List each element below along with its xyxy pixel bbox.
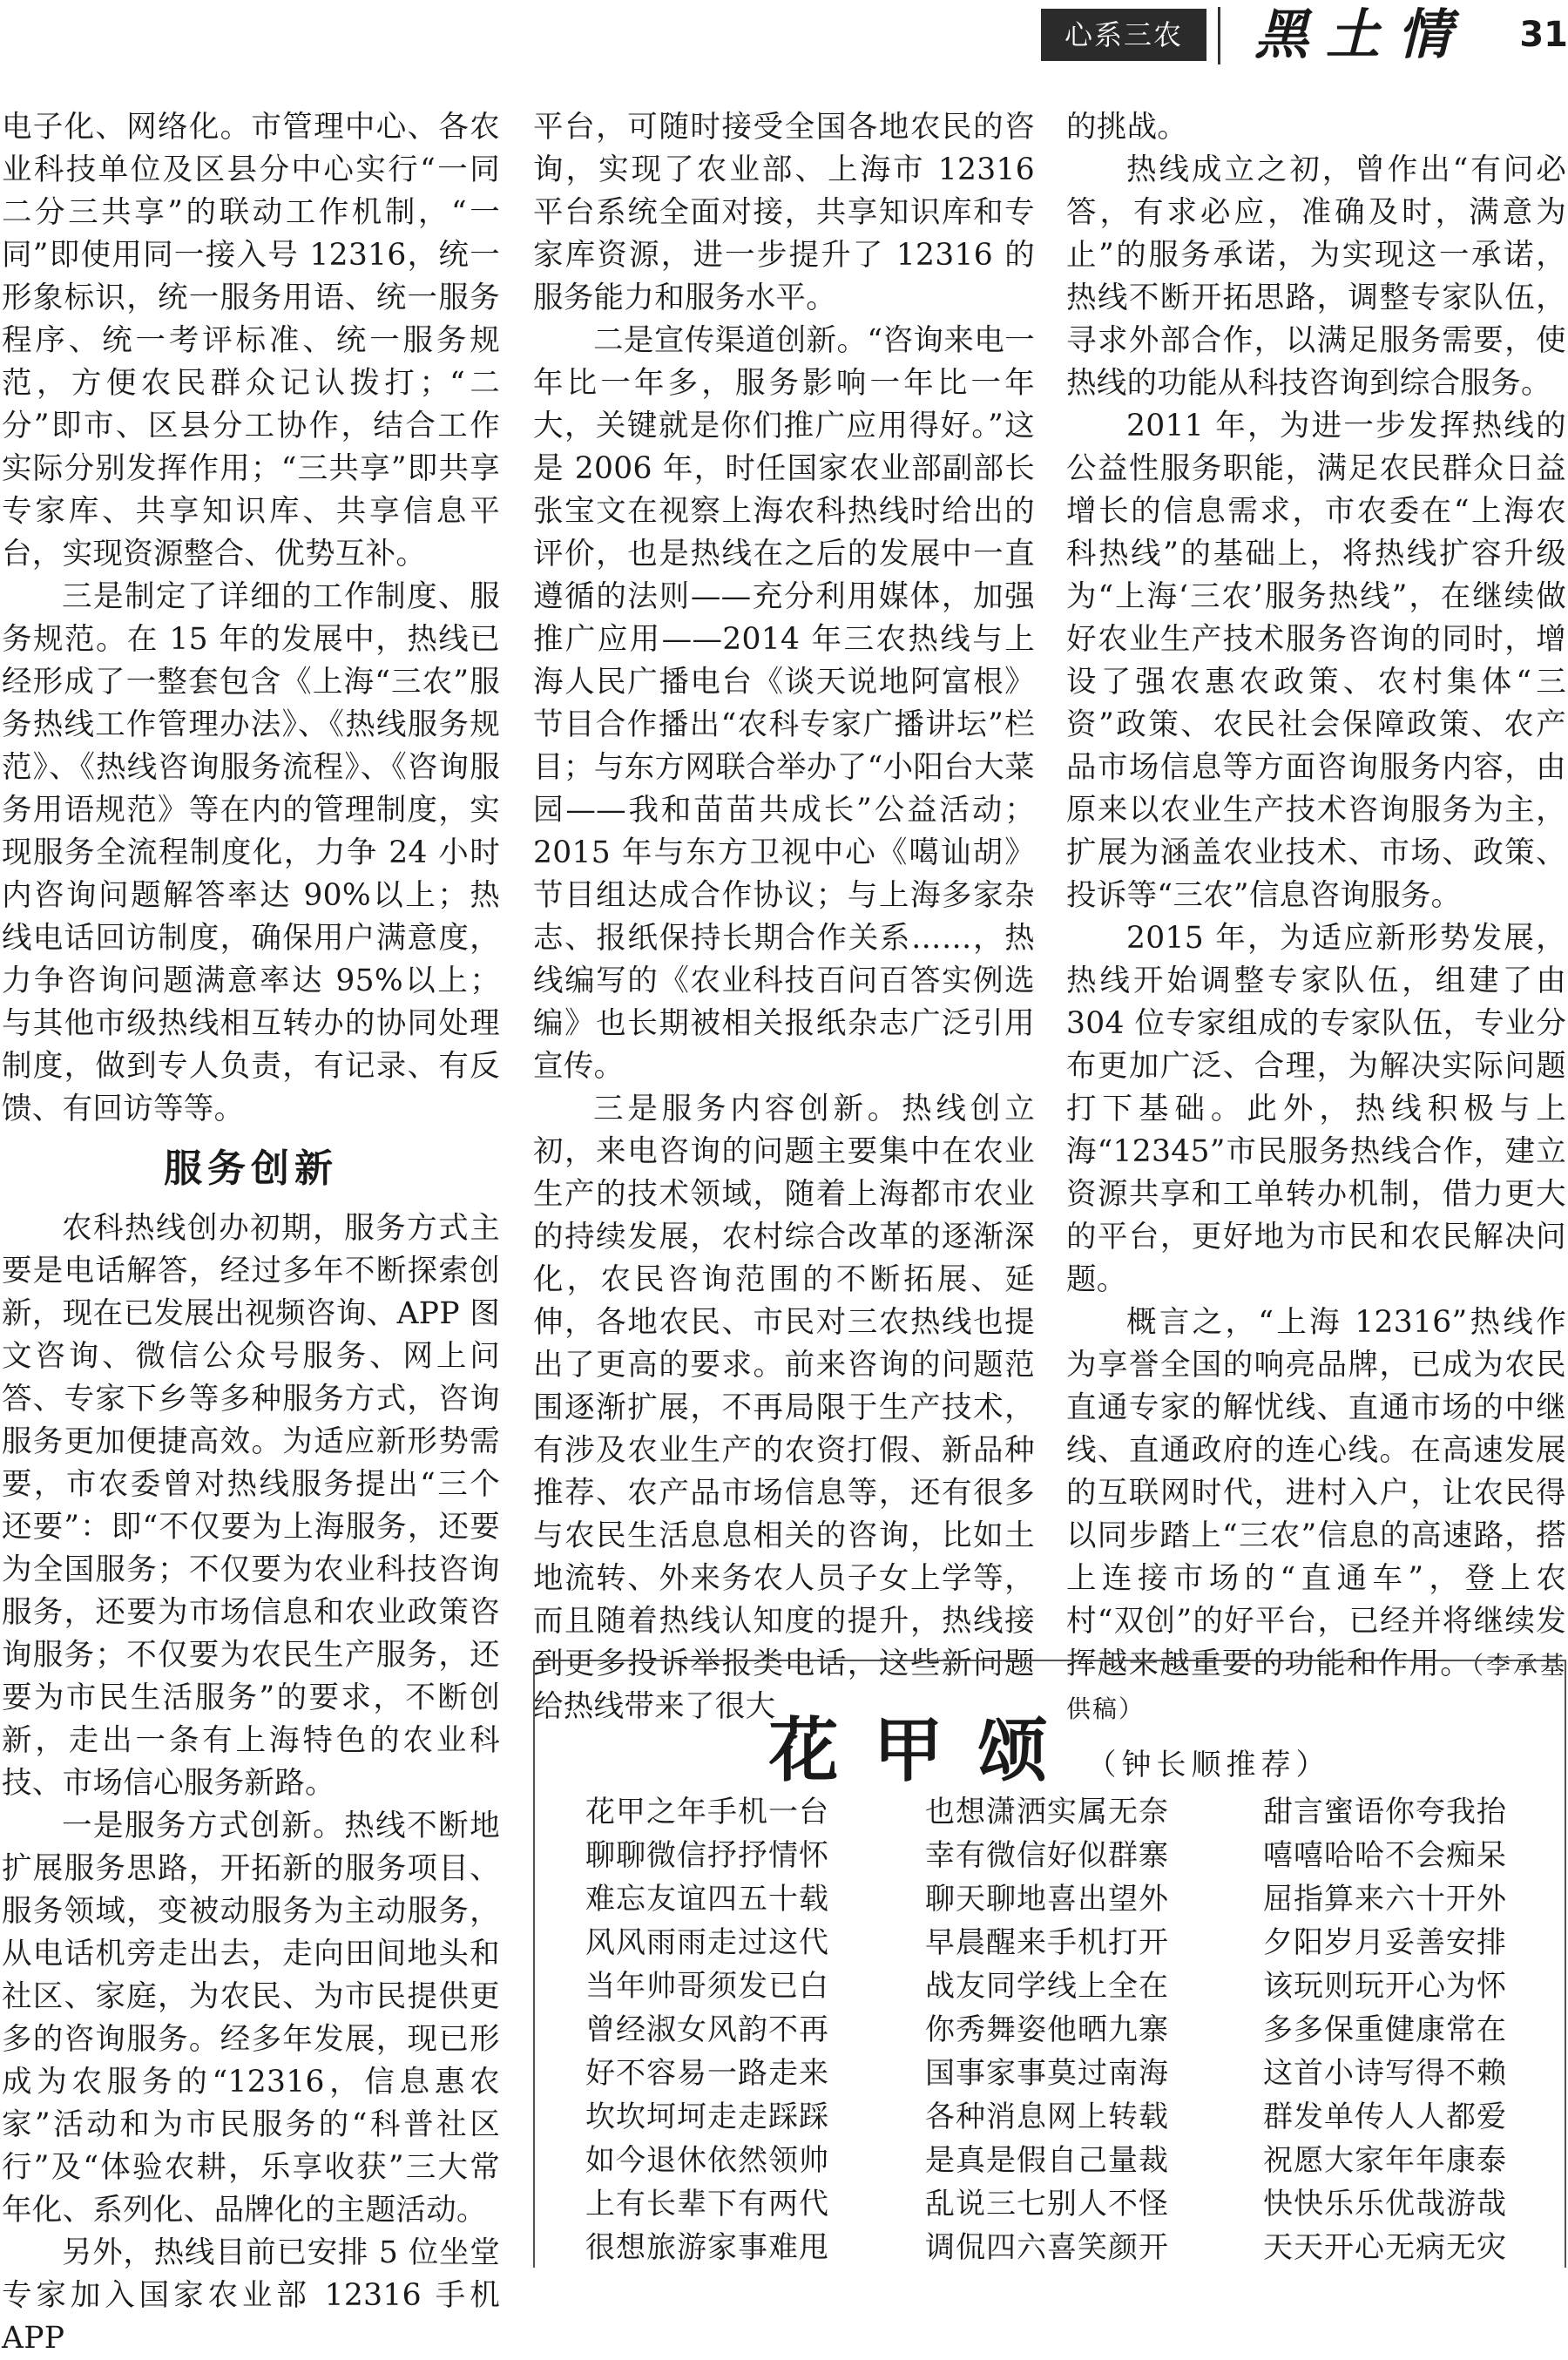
article-closing-text: 概言之，“上海 12316”热线作为享誉全国的响亮品牌，已成为农民直通专家的解忧线、直通市场的中继线、直通政府的连心线。在高速发展的互联网时代，进村入户，让农民得以同步踏上“三农”信息的高速路，搭上连接市场的“直通车”，登上农村“双创”的好平台，已经并将继续发挥越来越重要的功能和作用。 [1066, 1305, 1566, 1681]
poem-title-row [535, 1694, 1565, 1795]
poem-line: 群发单传人人都爱 [1263, 2100, 1507, 2134]
section-tag: 心系三农 [1041, 9, 1206, 61]
poem-box [533, 1660, 1566, 2268]
section-heading: 服务创新 [164, 1146, 338, 1191]
poem-line: 这首小诗写得不赖 [1263, 2056, 1507, 2091]
poem-line: 该玩则玩开心为怀 [1263, 1969, 1507, 2004]
poem-line: 如今退休依然领帅 [585, 2143, 829, 2178]
poem-line: 国事家事莫过南海 [925, 2056, 1169, 2091]
poem-title: 花甲颂 [768, 1709, 1083, 1791]
poem-line: 好不容易一路走来 [585, 2056, 829, 2091]
article-paragraph: 另外，热线目前已安排 5 位坐堂专家加入国家农业部 12316 手机 APP [2, 2235, 500, 2356]
poem-line: 快快乐乐优哉游哉 [1263, 2187, 1507, 2221]
poem-column-2 [925, 1790, 1186, 2269]
poem-line: 各种消息网上转载 [925, 2100, 1169, 2134]
poem-line: 屈指算来六十开外 [1263, 1882, 1507, 1917]
page-header [0, 0, 1568, 91]
poem-line: 调侃四六喜笑颜开 [925, 2230, 1169, 2265]
poem-line: 当年帅哥须发已白 [585, 1969, 829, 2004]
poem-line: 难忘友谊四五十载 [585, 1882, 829, 1917]
article-paragraph: 一是服务方式创新。热线不断地扩展服务思路，开拓新的服务项目、服务领域，变被动服务为主动服务，从电话机旁走出去，走向田间地头和社区、家庭，为农民、为市民提供更多的咨询服务。经多年发展，现已形成为农服务的“12316，信息惠农家”活动和为市民服务的“科普社区行”及“体验农耕，乐享收获”三大常年化、系列化、品牌化的主题活动。 [2, 1809, 500, 2228]
poem-line: 多多保重健康常在 [1263, 2012, 1507, 2047]
article-column-2 [533, 106, 1035, 1728]
article-column-1 [2, 106, 500, 2360]
poem-line: 是真是假自己量裁 [925, 2143, 1169, 2178]
poem-line: 战友同学线上全在 [925, 1969, 1169, 2004]
poem-line: 天天开心无病无灾 [1263, 2230, 1507, 2265]
poem-recommender: （钟长顺推荐） [1086, 1748, 1331, 1782]
poem-line: 聊聊微信抒抒情怀 [585, 1838, 829, 1873]
article-credit: （李承基供稿） [1066, 1651, 1566, 1723]
article-paragraph: 平台，可随时接受全国各地农民的咨询，实现了农业部、上海市 12316 平台系统全面对接，共享知识库和专家库资源，进一步提升了 12316 的服务能力和服务水平。 [533, 110, 1035, 315]
header-divider [1218, 7, 1220, 64]
article-paragraph: 三是制定了详细的工作制度、服务规范。在 15 年的发展中，热线已经形成了一整套包含《上海“三农”服务热线工作管理办法》、《热线服务规范》、《热线咨询服务流程》、《咨询服务用语规范》等在内的管理制度，实现服务全流程制度化，力争 24 小时内咨询问题解答率达 90%以上；热线电话回访制度，确保用户满意度，力争咨询问题满意率达 95%以上；与其他市级热线相互转办的协同处理制度，做到专人负责，有记录、有反馈、有回访等等。 [2, 579, 500, 1126]
poem-line: 也想潇洒实属无奈 [925, 1795, 1169, 1829]
article-column-3 [1066, 106, 1566, 1730]
poem-line: 夕阳岁月妥善安排 [1263, 1925, 1507, 1960]
poem-line: 很想旅游家事难甩 [585, 2230, 829, 2265]
poem-line: 上有长辈下有两代 [585, 2187, 829, 2221]
poem-line: 曾经淑女风韵不再 [585, 2012, 829, 2047]
article-paragraph: 2015 年，为适应新形势发展，热线开始调整专家队伍，组建了由 304 位专家组成的专家队伍，专业分布更加广泛、合理，为解决实际问题打下基础。此外，热线积极与上海“12345”市民服务热线合作，建立资源共享和工单转办机制，借力更大的平台，更好地为市民和农民解决问题。 [1066, 921, 1566, 1297]
article-paragraph: 热线成立之初，曾作出“有问必答，有求必应，准确及时，满意为止”的服务承诺，为实现这一承诺，热线不断开拓思路，调整专家队伍，寻求外部合作，以满足服务需要，使热线的功能从科技咨询到综合服务。 [1066, 152, 1566, 401]
page-number: 31 [1519, 15, 1568, 55]
poem-line: 祝愿大家年年康泰 [1263, 2143, 1507, 2178]
article-paragraph: 二是宣传渠道创新。“咨询来电一年比一年多，服务影响一年比一年大，关键就是你们推广应用得好。”这是 2006 年，时任国家农业部副部长张宝文在视察上海农科热线时给出的评价，也是热线在之后的发展中一直遵循的法则——充分利用媒体，加强推广应用——2014 年三农热线与上海人民广播电台《谈天说地阿富根》节目合作播出“农科专家广播讲坛”栏目；与东方网联合举办了“小阳台大菜园——我和苗苗共成长”公益活动；2015 年与东方卫视中心《噶讪胡》节目组达成合作协议；与上海多家杂志、报纸保持长期合作关系……，热线编写的《农业科技百问百答实例选编》也长期被相关报纸杂志广泛引用宣传。 [533, 323, 1035, 1084]
article-paragraph: 三是服务内容创新。热线创立初，来电咨询的问题主要集中在农业生产的技术领域，随着上海都市农业的持续发展，农村综合改革的逐渐深化，农民咨询范围的不断拓展、延伸，各地农民、市民对三农热线也提出了更高的要求。前来咨询的问题范围逐渐扩展，不再局限于生产技术，有涉及农业生产的农资打假、新品种推荐、农产品市场信息等，还有很多与农民生活息息相关的咨询，比如土地流转、外来务农人员子女上学等，而且随着热线认知度的提升，热线接到更多投诉举报类电话，这些新问题给热线带来了很大 [533, 1092, 1035, 1724]
poem-line: 聊天聊地喜出望外 [925, 1882, 1169, 1917]
poem-line: 早晨醒来手机打开 [925, 1925, 1169, 1960]
poem-line: 坎坎坷坷走走踩踩 [585, 2100, 829, 2134]
poem-line: 你秀舞姿他晒九寨 [925, 2012, 1169, 2047]
article-paragraph: 2011 年，为进一步发挥热线的公益性服务职能，满足农民群众日益增长的信息需求，市农委在“上海农科热线”的基础上，将热线扩容升级为“上海‘三农’服务热线”，在继续做好农业生产技术服务咨询的同时，增设了强农惠农政策、农村集体“三资”政策、农民社会保障政策、农产品市场信息等方面咨询服务内容，由原来以农业生产技术咨询服务为主，扩展为涵盖农业技术、市场、政策、投诉等“三农”信息咨询服务。 [1066, 409, 1566, 913]
poem-column-3 [1263, 1790, 1524, 2269]
poem-line: 嘻嘻哈哈不会痴呆 [1263, 1838, 1507, 1873]
poem-line: 甜言蜜语你夸我抬 [1263, 1795, 1507, 1829]
poem-line: 风风雨雨走过这代 [585, 1925, 829, 1960]
article-paragraph: 农科热线创办初期，服务方式主要是电话解答，经过多年不断探索创新，现在已发展出视频咨询、APP 图文咨询、微信公众号服务、网上问答、专家下乡等多种服务方式，咨询服务更加便捷高效。为适应新形势需要，市农委曾对热线服务提出“三个还要”：即“不仅要为上海服务，还要为全国服务；不仅要为农业科技咨询服务，还要为市场信息和农业政策咨询服务；不仅要为农民生产服务，还要为市民生活服务”的要求，不断创新，走出一条有上海特色的农业科技、市场信心服务新路。 [2, 1211, 500, 1801]
paper-name-logo: 黑土情 [1254, 3, 1470, 66]
article-paragraph: 电子化、网络化。市管理中心、各农业科技单位及区县分中心实行“一同二分三共享”的联动工作机制，“一同”即使用同一接入号 12316，统一形象标识，统一服务用语、统一服务程序、统一考评标准、统一服务规范，方便农民群众记认拨打；“二分”即市、区县分工协作，结合工作实际分别发挥作用；“三共享”即共享专家库、共享知识库、共享信息平台，实现资源整合、优势互补。 [2, 110, 500, 571]
poem-line: 花甲之年手机一台 [585, 1795, 829, 1829]
poem-line: 乱说三七别人不怪 [925, 2187, 1169, 2221]
poem-line: 幸有微信好似群寨 [925, 1838, 1169, 1873]
poem-column-1 [585, 1790, 847, 2269]
article-paragraph: 的挑战。 [1066, 110, 1188, 145]
